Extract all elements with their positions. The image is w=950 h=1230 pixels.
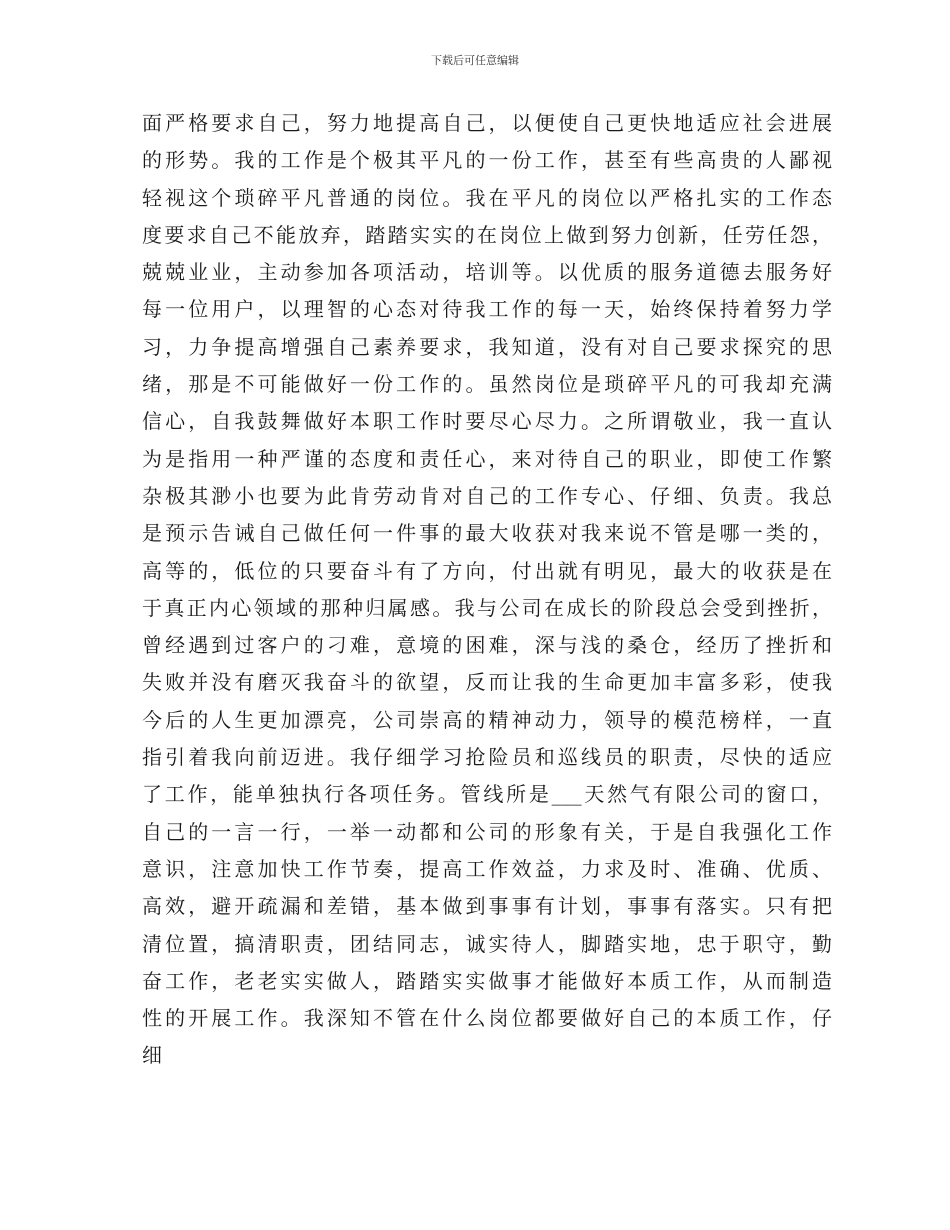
text-line: 轻视这个琐碎平凡普通的岗位。我在平凡的岗位以严格扎实的工作态 bbox=[142, 185, 832, 210]
text-line: 今后的人生更加漂亮，公司崇高的精神动力，领导的模范榜样，一直 bbox=[142, 707, 832, 732]
text-line: 失败并没有磨灭我奋斗的欲望，反而让我的生命更加丰富多彩，使我 bbox=[142, 670, 832, 695]
text-line: 绪，那是不可能做好一份工作的。虽然岗位是琐碎平凡的可我却充满 bbox=[142, 372, 832, 397]
text-line: 细 bbox=[142, 1043, 162, 1068]
text-line: 了工作，能单独执行各项任务。管线所是___天然气有限公司的窗口， bbox=[142, 782, 832, 807]
text-line: 每一位用户，以理智的心态对待我工作的每一天，始终保持着努力学 bbox=[142, 297, 832, 322]
text-line: 信心，自我鼓舞做好本职工作时要尽心尽力。之所谓敬业，我一直认 bbox=[142, 409, 832, 434]
text-line: 自己的一言一行，一举一动都和公司的形象有关，于是自我强化工作 bbox=[142, 819, 832, 844]
text-line: 习，力争提高增强自己素养要求，我知道，没有对自己要求探究的思 bbox=[142, 334, 832, 359]
page-header-note: 下载后可任意编辑 bbox=[431, 54, 519, 67]
text-line: 面严格要求自己，努力地提高自己，以便使自己更快地适应社会进展 bbox=[142, 111, 832, 135]
text-line: 度要求自己不能放弃，踏踏实实的在岗位上做到努力创新，任劳任怨， bbox=[142, 222, 832, 247]
text-line: 指引着我向前迈进。我仔细学习抢险员和巡线员的职责，尽快的适应 bbox=[142, 745, 832, 770]
text-line: 杂极其渺小也要为此肯劳动肯对自己的工作专心、仔细、负责。我总 bbox=[142, 483, 832, 508]
text-line: 高效，避开疏漏和差错，基本做到事事有计划，事事有落实。只有把 bbox=[142, 894, 832, 919]
text-line: 为是指用一种严谨的态度和责任心，来对待自己的职业，即使工作繁 bbox=[142, 446, 832, 471]
text-line: 奋工作，老老实实做人，踏踏实实做事才能做好本质工作，从而制造 bbox=[142, 968, 832, 993]
text-line: 性的开展工作。我深知不管在什么岗位都要做好自己的本质工作，仔 bbox=[142, 1006, 832, 1031]
text-line: 兢兢业业，主动参加各项活动，培训等。以优质的服务道德去服务好 bbox=[142, 260, 832, 285]
document-body bbox=[142, 105, 832, 1075]
text-line: 高等的，低位的只要奋斗有了方向，付出就有明见，最大的收获是在 bbox=[142, 558, 832, 583]
text-line: 于真正内心领域的那种归属感。我与公司在成长的阶段总会受到挫折， bbox=[142, 595, 832, 620]
text-line: 曾经遇到过客户的刁难，意境的困难，深与浅的桑仓，经历了挫折和 bbox=[142, 633, 832, 658]
text-line: 清位置，搞清职责，团结同志，诚实待人，脚踏实地，忠于职守，勤 bbox=[142, 931, 832, 956]
text-line: 的形势。我的工作是个极其平凡的一份工作，甚至有些高贵的人鄙视 bbox=[142, 148, 832, 173]
text-line: 是预示告诫自己做任何一件事的最大收获对我来说不管是哪一类的， bbox=[142, 521, 832, 546]
text-line: 意识，注意加快工作节奏，提高工作效益，力求及时、准确、优质、 bbox=[142, 856, 832, 881]
